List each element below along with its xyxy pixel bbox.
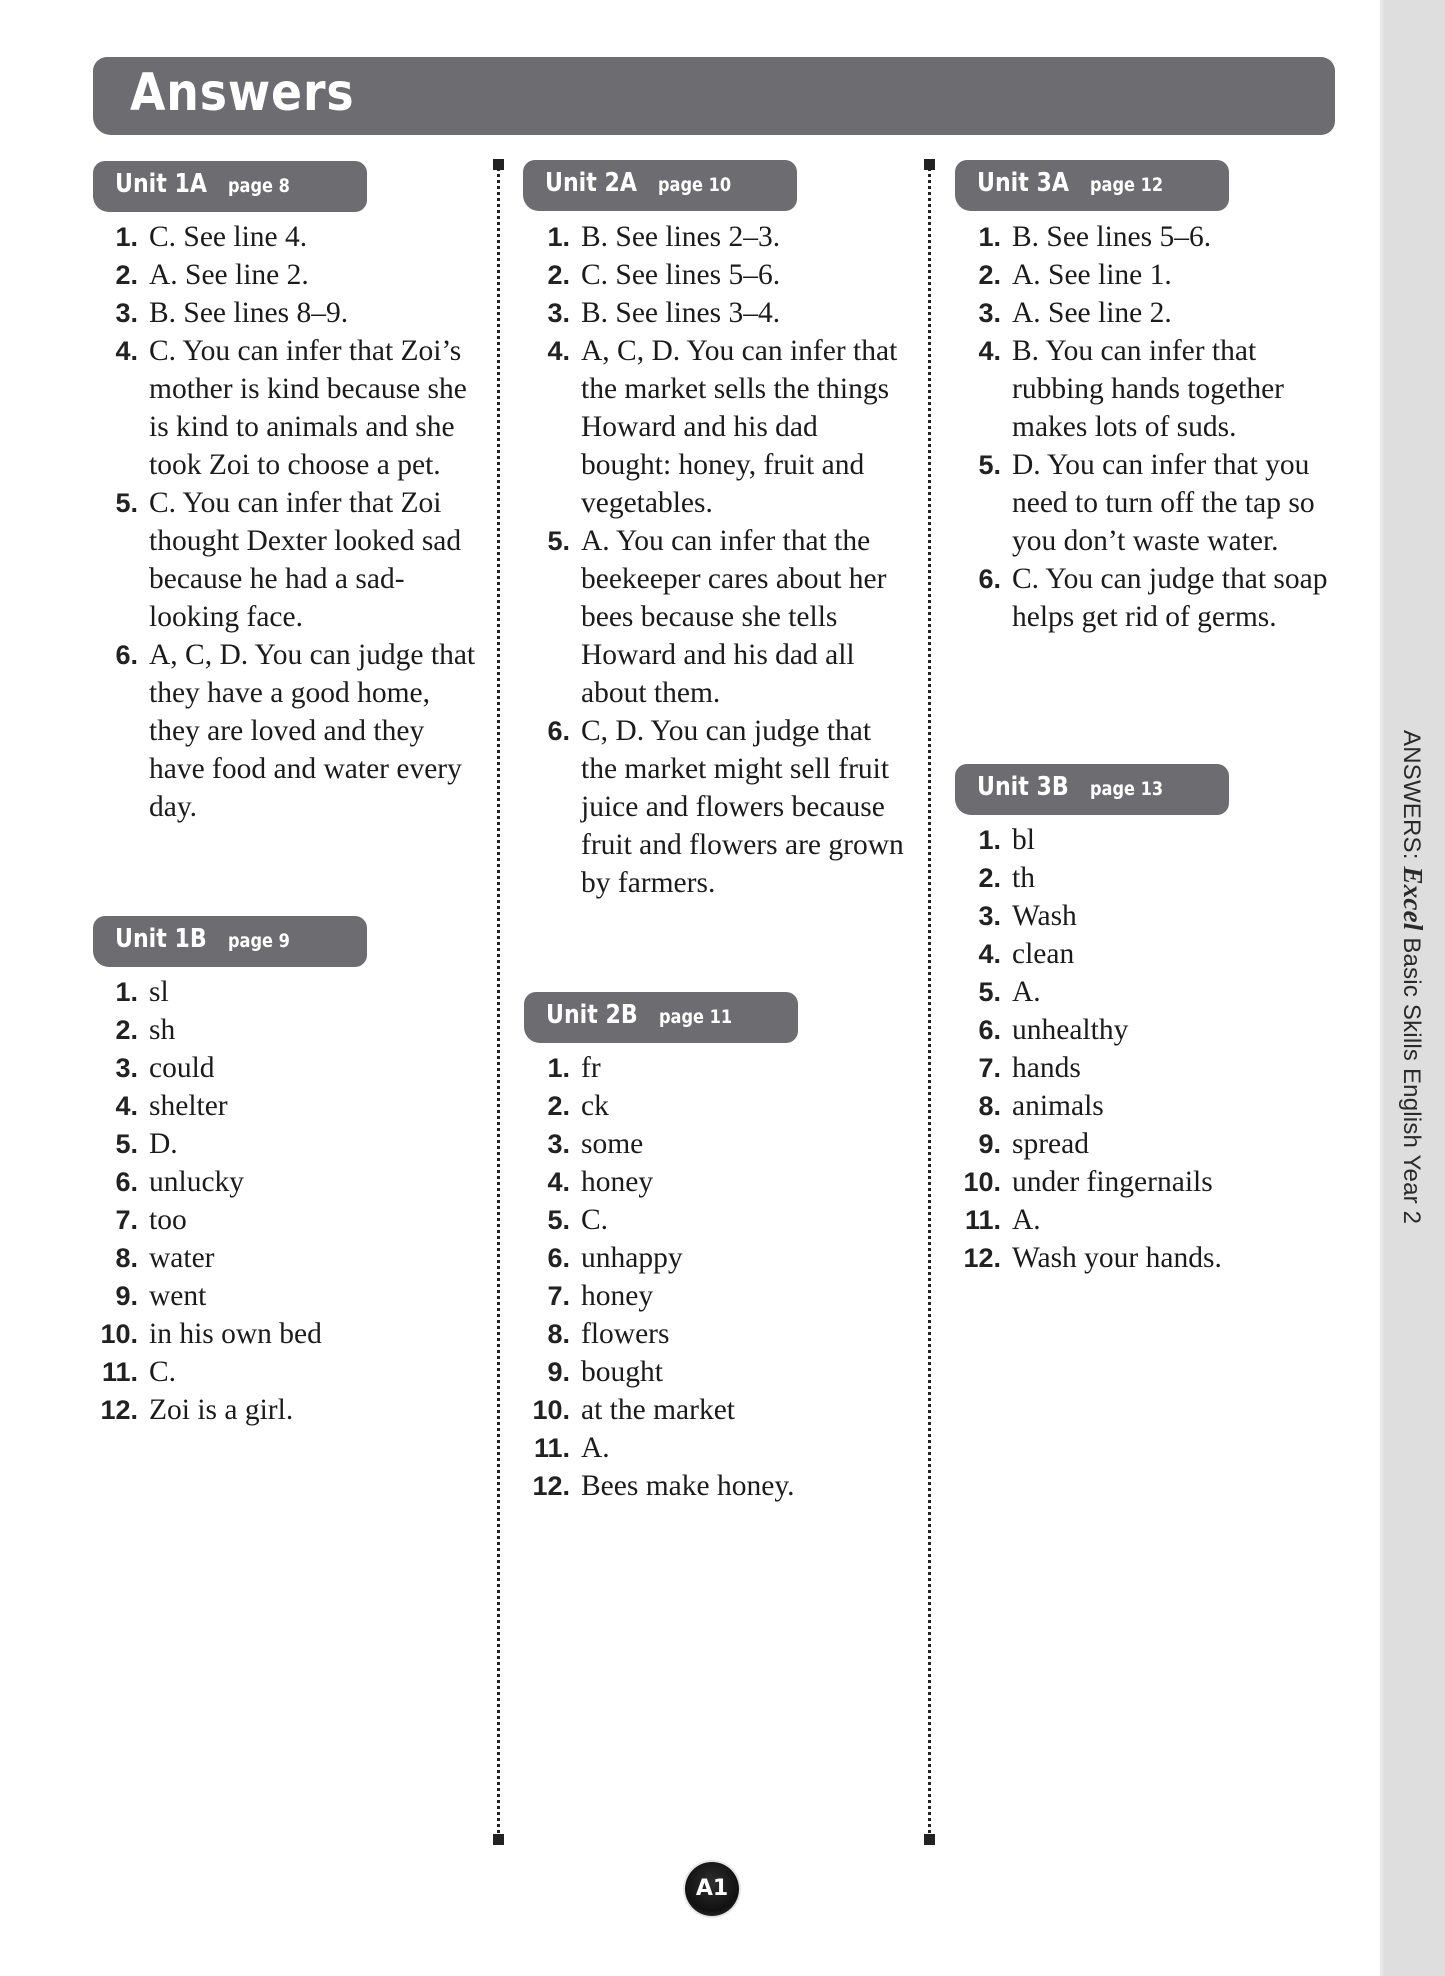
answer-text: sh (149, 1014, 176, 1046)
side-strip (1380, 0, 1445, 1976)
answer-item (524, 1315, 914, 1353)
answer-text: went (149, 1280, 207, 1312)
unit-page-ref: page 8 (228, 175, 290, 197)
answer-text: could (149, 1052, 215, 1084)
answer-number: 6. (978, 1015, 1001, 1045)
answer-item (955, 1011, 1335, 1049)
answer-text: Zoi is a girl. (149, 1394, 294, 1426)
answer-list-3a (955, 218, 1335, 636)
answer-number: 3. (115, 298, 138, 328)
answer-number: 1. (115, 977, 138, 1007)
answer-number: 6. (547, 716, 570, 746)
unit-page-ref: page 9 (228, 930, 290, 952)
answer-item (955, 1125, 1335, 1163)
answer-item (92, 1315, 484, 1353)
answer-item (524, 218, 914, 256)
answer-number: 1. (978, 825, 1001, 855)
answer-number: 4. (115, 1091, 138, 1121)
page-title: Answers (130, 63, 355, 123)
answer-item (92, 1391, 484, 1429)
answer-item (524, 1239, 914, 1277)
answer-item (92, 1239, 484, 1277)
answer-item (955, 446, 1335, 560)
answer-item (92, 1087, 484, 1125)
answer-text: A. See line 2. (1012, 297, 1172, 329)
answer-item (524, 1163, 914, 1201)
answer-item (955, 1087, 1335, 1125)
answer-number: 5. (115, 1129, 138, 1159)
running-title-prefix: ANSWERS: (1398, 730, 1425, 867)
answer-item (955, 973, 1335, 1011)
divider-cap-bottom-2 (924, 1834, 935, 1845)
answer-list-3b (955, 821, 1335, 1277)
answer-text: spread (1012, 1128, 1089, 1160)
answer-text: A, C, D. You can infer that the market sells the things Howard and his dad bought: honey, fruit and vegetables. (581, 335, 898, 519)
answer-item (524, 256, 914, 294)
answer-number: 2. (978, 863, 1001, 893)
page-number-badge: A1 (685, 1862, 739, 1916)
answer-item (524, 1087, 914, 1125)
answer-number: 2. (978, 260, 1001, 290)
unit-page-ref: page 10 (658, 174, 732, 196)
column-divider-2 (928, 163, 931, 1839)
answer-item (955, 256, 1335, 294)
answer-number: 7. (115, 1205, 138, 1235)
answer-number: 11. (533, 1433, 570, 1463)
unit-tab-3b (955, 764, 1229, 815)
answer-item (92, 1049, 484, 1087)
divider-cap-top-1 (493, 159, 504, 170)
answer-text: th (1012, 862, 1035, 894)
answer-text: unhealthy (1012, 1014, 1129, 1046)
answer-number: 5. (115, 488, 138, 518)
answer-item (524, 1125, 914, 1163)
unit-label: Unit 2B (546, 1000, 638, 1030)
page-header-bar (93, 57, 1335, 135)
answer-number: 10. (532, 1395, 570, 1425)
answer-number: 6. (115, 640, 138, 670)
answer-number: 6. (115, 1167, 138, 1197)
answer-text: hands (1012, 1052, 1081, 1084)
answer-number: 4. (547, 1167, 570, 1197)
answer-number: 2. (115, 260, 138, 290)
answer-number: 3. (547, 298, 570, 328)
answer-item (92, 218, 484, 256)
answer-text: clean (1012, 938, 1075, 970)
answer-text: A. You can infer that the beekeeper cares about her bees because she tells Howard and his dad all about them. (581, 525, 887, 709)
answer-text: ck (581, 1090, 609, 1122)
answer-number: 6. (547, 1243, 570, 1273)
answer-text: shelter (149, 1090, 228, 1122)
answer-item (955, 897, 1335, 935)
answer-text: Wash (1012, 900, 1077, 932)
answer-item (524, 294, 914, 332)
answer-number: 3. (115, 1053, 138, 1083)
answer-number: 8. (115, 1243, 138, 1273)
unit-page-ref: page 13 (1090, 778, 1164, 800)
answer-number: 2. (547, 260, 570, 290)
running-title-suffix: Basic Skills English Year 2 (1398, 930, 1425, 1225)
answer-text: C. You can infer that Zoi thought Dexter looked sad because he had a sad-looking face. (149, 487, 462, 633)
answer-number: 4. (978, 336, 1001, 366)
answer-item (92, 332, 484, 484)
running-title (1397, 730, 1428, 1224)
answer-item (955, 332, 1335, 446)
answer-item (955, 560, 1335, 636)
answer-number: 8. (547, 1319, 570, 1349)
answer-number: 7. (978, 1053, 1001, 1083)
unit-tab-2a (523, 160, 797, 211)
answer-text: in his own bed (149, 1318, 322, 1350)
unit-page-ref: page 12 (1090, 174, 1164, 196)
answer-text: unlucky (149, 1166, 245, 1198)
answer-text: flowers (581, 1318, 670, 1350)
unit-label: Unit 3A (977, 168, 1069, 198)
answer-number: 4. (978, 939, 1001, 969)
answer-list-1b (92, 973, 484, 1429)
answer-item (92, 256, 484, 294)
answer-text: under fingernails (1012, 1166, 1213, 1198)
answer-number: 10. (963, 1167, 1001, 1197)
answer-number: 3. (978, 901, 1001, 931)
answer-number: 8. (978, 1091, 1001, 1121)
answer-number: 12. (100, 1395, 138, 1425)
unit-label: Unit 1B (115, 924, 207, 954)
answer-text: C. (581, 1204, 609, 1236)
answer-text: A, C, D. You can judge that they have a good home, they are loved and they have food and water every day. (149, 639, 476, 823)
answer-item (955, 1049, 1335, 1087)
answer-text: D. You can infer that you need to turn off the tap so you don’t waste water. (1012, 449, 1315, 557)
answer-number: 4. (547, 336, 570, 366)
answer-number: 9. (547, 1357, 570, 1387)
answer-item (524, 1391, 914, 1429)
answer-text: C. (149, 1356, 177, 1388)
answer-item (524, 1429, 914, 1467)
answer-number: 4. (115, 336, 138, 366)
answer-text: honey (581, 1166, 654, 1198)
answer-item (92, 1125, 484, 1163)
answer-item (92, 1163, 484, 1201)
answer-text: animals (1012, 1090, 1104, 1122)
answer-text: fr (581, 1052, 601, 1084)
answer-number: 5. (547, 1205, 570, 1235)
answer-text: B. See lines 3–4. (581, 297, 781, 329)
answer-item (524, 1467, 914, 1505)
answer-item (92, 636, 484, 826)
unit-tab-1b (93, 916, 367, 967)
answer-number: 3. (547, 1129, 570, 1159)
answer-number: 10. (100, 1319, 138, 1349)
answer-item (92, 1201, 484, 1239)
answer-text: some (581, 1128, 644, 1160)
unit-label: Unit 3B (977, 772, 1069, 802)
answer-text: C. You can infer that Zoi’s mother is kind because she is kind to animals and she took Zoi to choose a pet. (149, 335, 467, 481)
answer-list-1a (92, 218, 484, 826)
answer-text: bought (581, 1356, 663, 1388)
answer-text: B. See lines 8–9. (149, 297, 349, 329)
answer-text: C. See lines 5–6. (581, 259, 781, 291)
answer-item (92, 973, 484, 1011)
answer-item (524, 1049, 914, 1087)
answer-number: 5. (978, 977, 1001, 1007)
answer-text: honey (581, 1280, 654, 1312)
answer-item (955, 935, 1335, 973)
answer-item (524, 522, 914, 712)
answer-number: 1. (547, 1053, 570, 1083)
unit-label: Unit 1A (115, 169, 207, 199)
answer-text: bl (1012, 824, 1035, 856)
answer-text: B. See lines 5–6. (1012, 221, 1212, 253)
answer-number: 1. (978, 222, 1001, 252)
answer-item (92, 1353, 484, 1391)
answer-number: 5. (978, 450, 1001, 480)
answer-text: B. You can infer that rubbing hands together makes lots of suds. (1012, 335, 1284, 443)
answer-item (524, 1201, 914, 1239)
answer-item (955, 1201, 1335, 1239)
answer-item (524, 1277, 914, 1315)
answer-text: Bees make honey. (581, 1470, 795, 1502)
answer-list-2b (524, 1049, 914, 1505)
answer-text: C. You can judge that soap helps get rid of germs. (1012, 563, 1328, 633)
answer-number: 2. (115, 1015, 138, 1045)
answer-text: A. See line 2. (149, 259, 309, 291)
answer-text: A. (1012, 1204, 1041, 1236)
answer-text: C, D. You can judge that the market might sell fruit juice and flowers because fruit and flowers are grown by farmers. (581, 715, 904, 899)
answer-item (92, 1277, 484, 1315)
unit-tab-2b (524, 992, 798, 1043)
answer-number: 5. (547, 526, 570, 556)
answer-text: A. See line 1. (1012, 259, 1172, 291)
answer-item (955, 821, 1335, 859)
answer-number: 12. (532, 1471, 570, 1501)
unit-tab-1a (93, 161, 367, 212)
answer-number: 3. (978, 298, 1001, 328)
column-divider-1 (497, 163, 500, 1839)
answer-text: at the market (581, 1394, 735, 1426)
answer-item (955, 1239, 1335, 1277)
answer-text: Wash your hands. (1012, 1242, 1222, 1274)
answer-text: sl (149, 976, 169, 1008)
answer-item (92, 484, 484, 636)
answer-number: 9. (115, 1281, 138, 1311)
answer-number: 2. (547, 1091, 570, 1121)
divider-cap-bottom-1 (493, 1834, 504, 1845)
unit-label: Unit 2A (545, 168, 637, 198)
answer-text: C. See line 4. (149, 221, 308, 253)
answer-text: A. (581, 1432, 610, 1464)
answer-item (955, 294, 1335, 332)
answer-item (955, 859, 1335, 897)
answer-text: too (149, 1204, 187, 1236)
answer-item (92, 1011, 484, 1049)
unit-page-ref: page 11 (659, 1006, 733, 1028)
answer-list-2a (524, 218, 914, 902)
divider-cap-top-2 (924, 159, 935, 170)
answer-number: 7. (547, 1281, 570, 1311)
answer-item (955, 1163, 1335, 1201)
answer-text: A. (1012, 976, 1041, 1008)
unit-tab-3a (955, 160, 1229, 211)
answer-item (955, 218, 1335, 256)
answer-number: 1. (115, 222, 138, 252)
answer-text: B. See lines 2–3. (581, 221, 781, 253)
answer-item (524, 1353, 914, 1391)
answer-text: D. (149, 1128, 178, 1160)
answer-number: 12. (963, 1243, 1001, 1273)
answer-number: 1. (547, 222, 570, 252)
answer-item (92, 294, 484, 332)
answer-item (524, 712, 914, 902)
answer-text: water (149, 1242, 215, 1274)
answer-number: 9. (978, 1129, 1001, 1159)
answer-item (524, 332, 914, 522)
answer-number: 11. (101, 1357, 138, 1387)
running-title-brand: Excel (1398, 866, 1428, 931)
answer-number: 6. (978, 564, 1001, 594)
answer-number: 11. (964, 1205, 1001, 1235)
answer-text: unhappy (581, 1242, 683, 1274)
